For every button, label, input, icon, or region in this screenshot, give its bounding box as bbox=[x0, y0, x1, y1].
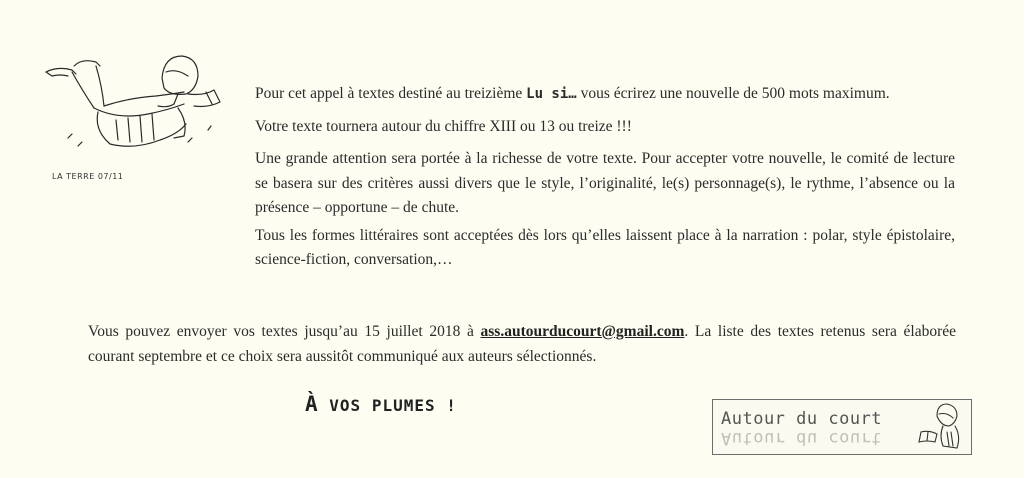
intro-section bbox=[255, 82, 955, 281]
intro-paragraph-1 bbox=[255, 82, 955, 107]
logo-text: Autour du court bbox=[721, 409, 883, 429]
slogan-rest: VOS PLUMES ! bbox=[318, 396, 457, 415]
reading-girl-sketch-icon bbox=[38, 50, 228, 190]
reading-figure-icon bbox=[913, 402, 965, 452]
slogan-first-letter: À bbox=[305, 392, 319, 416]
brand-name: Lu si… bbox=[526, 86, 577, 102]
logo-text-reflection: Autour du court bbox=[721, 428, 883, 448]
deadline-paragraph bbox=[88, 320, 956, 369]
autour-du-court-logo bbox=[712, 399, 972, 455]
deadline-text-after: . La liste des textes retenus sera élaborée courant septembre et ce choix sera aussitôt communiqué aux auteurs sélectionnés. bbox=[88, 323, 957, 365]
deadline-text-before: Vous pouvez envoyer vos textes jusqu’au 15 juillet 2018 à bbox=[88, 323, 481, 340]
intro-paragraph-2: Votre texte tournera autour du chiffre XIII ou 13 ou treize !!! bbox=[255, 117, 632, 135]
intro-paragraph-3: Une grande attention sera portée à la richesse de votre texte. Pour accepter votre nouvelle, le comité de lecture se basera sur des critères aussi divers que le style, l’originalité, le(s) personnage(s), le rythme, l’absence ou la présence – opportune – de chute. bbox=[255, 150, 955, 216]
intro-paragraph-4: Tous les formes littéraires sont acceptées dès lors qu’elles laissent place à la narration : polar, style épistolaire, science-fiction, conversation,… bbox=[255, 226, 955, 268]
intro-text-after: vous écrirez une nouvelle de 500 mots maximum. bbox=[576, 85, 890, 102]
deadline-section bbox=[88, 320, 956, 369]
artist-signature: LA TERRE 07/11 bbox=[52, 172, 124, 181]
slogan bbox=[305, 392, 457, 416]
intro-text-before: Pour cet appel à textes destiné au treizième bbox=[255, 85, 527, 102]
email-link[interactable]: ass.autourducourt@gmail.com bbox=[480, 323, 685, 340]
